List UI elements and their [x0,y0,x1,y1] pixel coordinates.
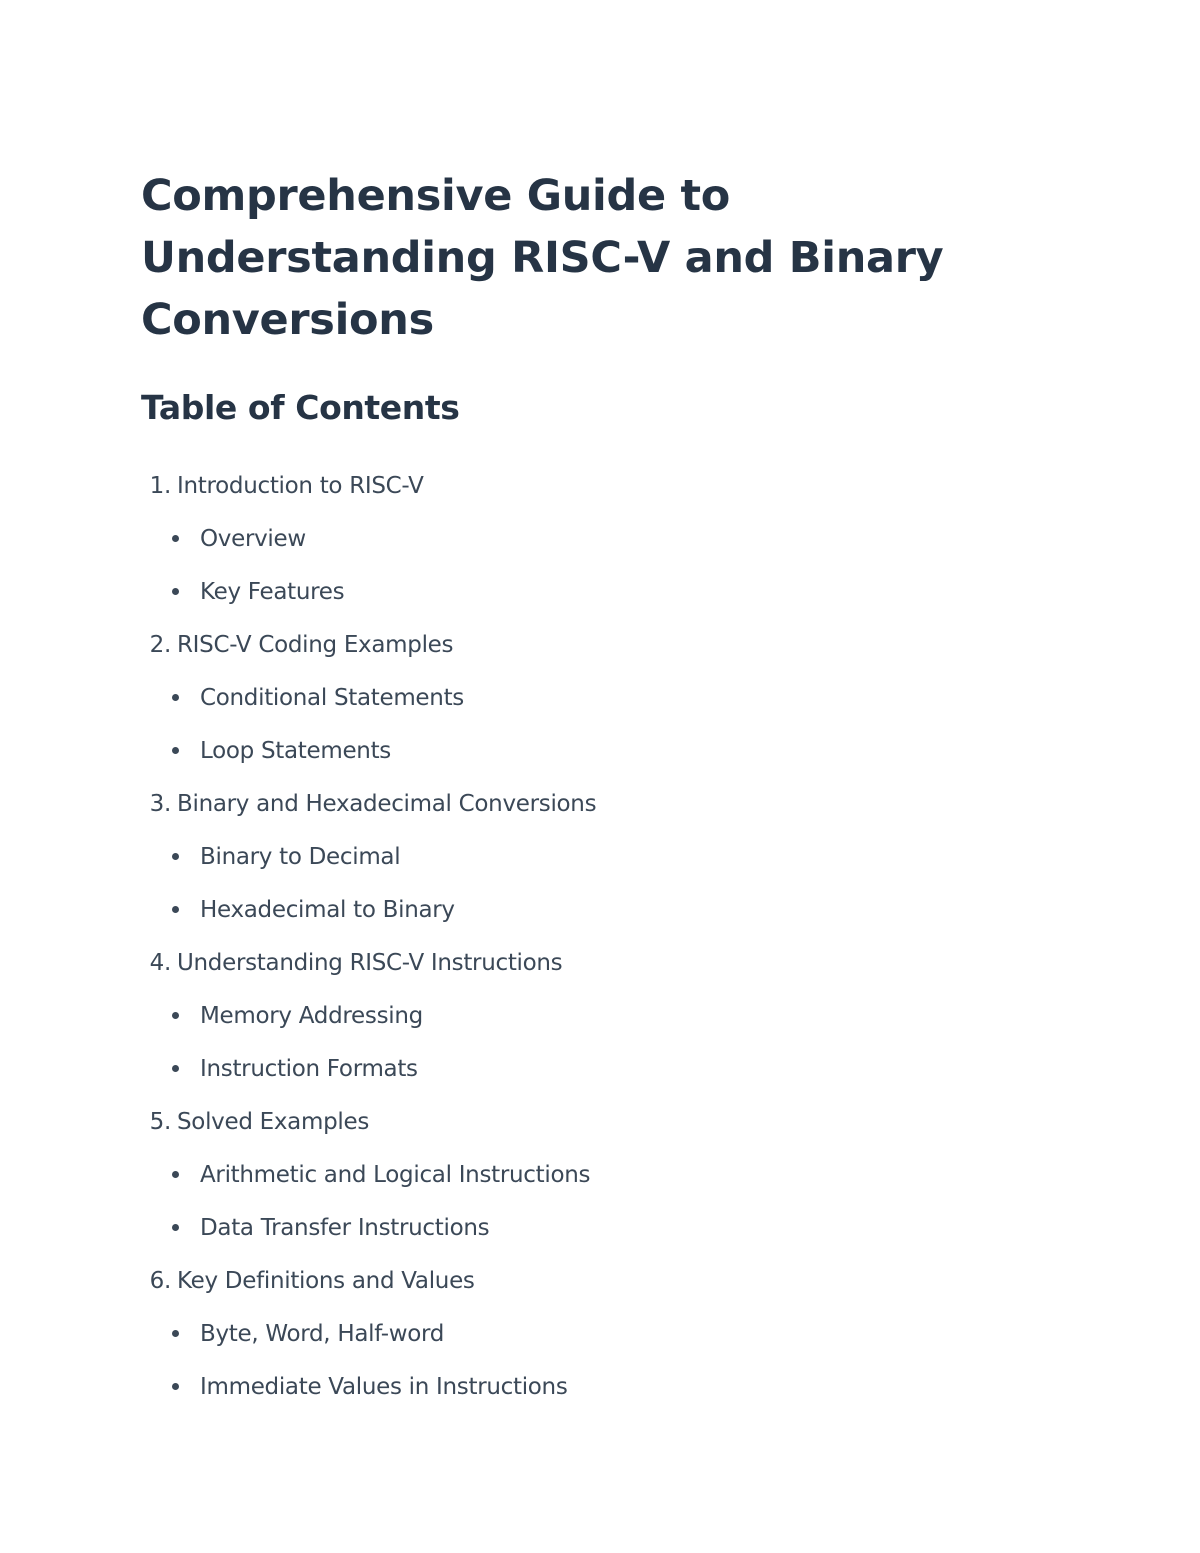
toc-sublabel: Conditional Statements [200,684,464,711]
toc-sublabel: Arithmetic and Logical Instructions [200,1161,591,1188]
toc-subentry[interactable] [141,512,1041,565]
toc-sublabel: Immediate Values in Instructions [200,1373,568,1400]
toc-number: 4. [149,949,171,976]
bullet-icon [172,588,179,595]
toc-sublabel: Memory Addressing [200,1002,423,1029]
toc-sublist [141,1148,1041,1254]
toc-label: Key Definitions and Values [177,1267,475,1294]
toc-subentry[interactable] [141,1201,1041,1254]
toc-section-4 [141,936,1041,1095]
toc-sublist [141,1307,1041,1413]
toc-number: 6. [149,1267,171,1294]
toc-subentry[interactable] [141,1042,1041,1095]
bullet-icon [172,535,179,542]
toc-sublabel: Data Transfer Instructions [200,1214,490,1241]
toc-number: 2. [149,631,171,658]
bullet-icon [172,1330,179,1337]
toc-label: Introduction to RISC-V [177,472,424,499]
title-line-2: Understanding RISC-V and Binary [141,233,944,283]
toc-number: 3. [149,790,171,817]
toc-subentry[interactable] [141,989,1041,1042]
toc-subentry[interactable] [141,565,1041,618]
title-line-3: Conversions [141,295,434,345]
bullet-icon [172,694,179,701]
toc-section-3 [141,777,1041,936]
toc-sublabel: Overview [200,525,306,552]
toc-entry[interactable] [141,459,1041,512]
toc-sublabel: Loop Statements [200,737,391,764]
toc-heading: Table of Contents [141,388,460,427]
toc-number: 1. [149,472,171,499]
toc-sublabel: Hexadecimal to Binary [200,896,455,923]
toc-subentry[interactable] [141,1148,1041,1201]
toc-sublabel: Binary to Decimal [200,843,401,870]
bullet-icon [172,906,179,913]
bullet-icon [172,853,179,860]
bullet-icon [172,1383,179,1390]
toc-subentry[interactable] [141,830,1041,883]
toc-sublabel: Instruction Formats [200,1055,418,1082]
document-page [141,165,1041,1413]
bullet-icon [172,1012,179,1019]
toc-entry[interactable] [141,618,1041,671]
toc-subentry[interactable] [141,671,1041,724]
toc-sublist [141,989,1041,1095]
toc-sublist [141,671,1041,777]
bullet-icon [172,747,179,754]
toc-section-5 [141,1095,1041,1254]
toc-sublist [141,830,1041,936]
toc-entry[interactable] [141,936,1041,989]
table-of-contents [141,459,1041,1413]
toc-label: Understanding RISC-V Instructions [177,949,563,976]
toc-entry[interactable] [141,1254,1041,1307]
toc-entry[interactable] [141,777,1041,830]
toc-sublabel: Key Features [200,578,345,605]
toc-entry[interactable] [141,1095,1041,1148]
title-line-1: Comprehensive Guide to [141,171,730,221]
document-title [141,165,1041,351]
toc-sublabel: Byte, Word, Half-word [200,1320,445,1347]
toc-section-2 [141,618,1041,777]
bullet-icon [172,1171,179,1178]
toc-label: RISC-V Coding Examples [177,631,454,658]
toc-section-1 [141,459,1041,618]
toc-sublist [141,512,1041,618]
toc-subentry[interactable] [141,1360,1041,1413]
toc-subentry[interactable] [141,883,1041,936]
bullet-icon [172,1224,179,1231]
toc-subentry[interactable] [141,1307,1041,1360]
toc-section-6 [141,1254,1041,1413]
bullet-icon [172,1065,179,1072]
toc-subentry[interactable] [141,724,1041,777]
toc-label: Binary and Hexadecimal Conversions [177,790,597,817]
toc-label: Solved Examples [177,1108,369,1135]
toc-number: 5. [149,1108,171,1135]
